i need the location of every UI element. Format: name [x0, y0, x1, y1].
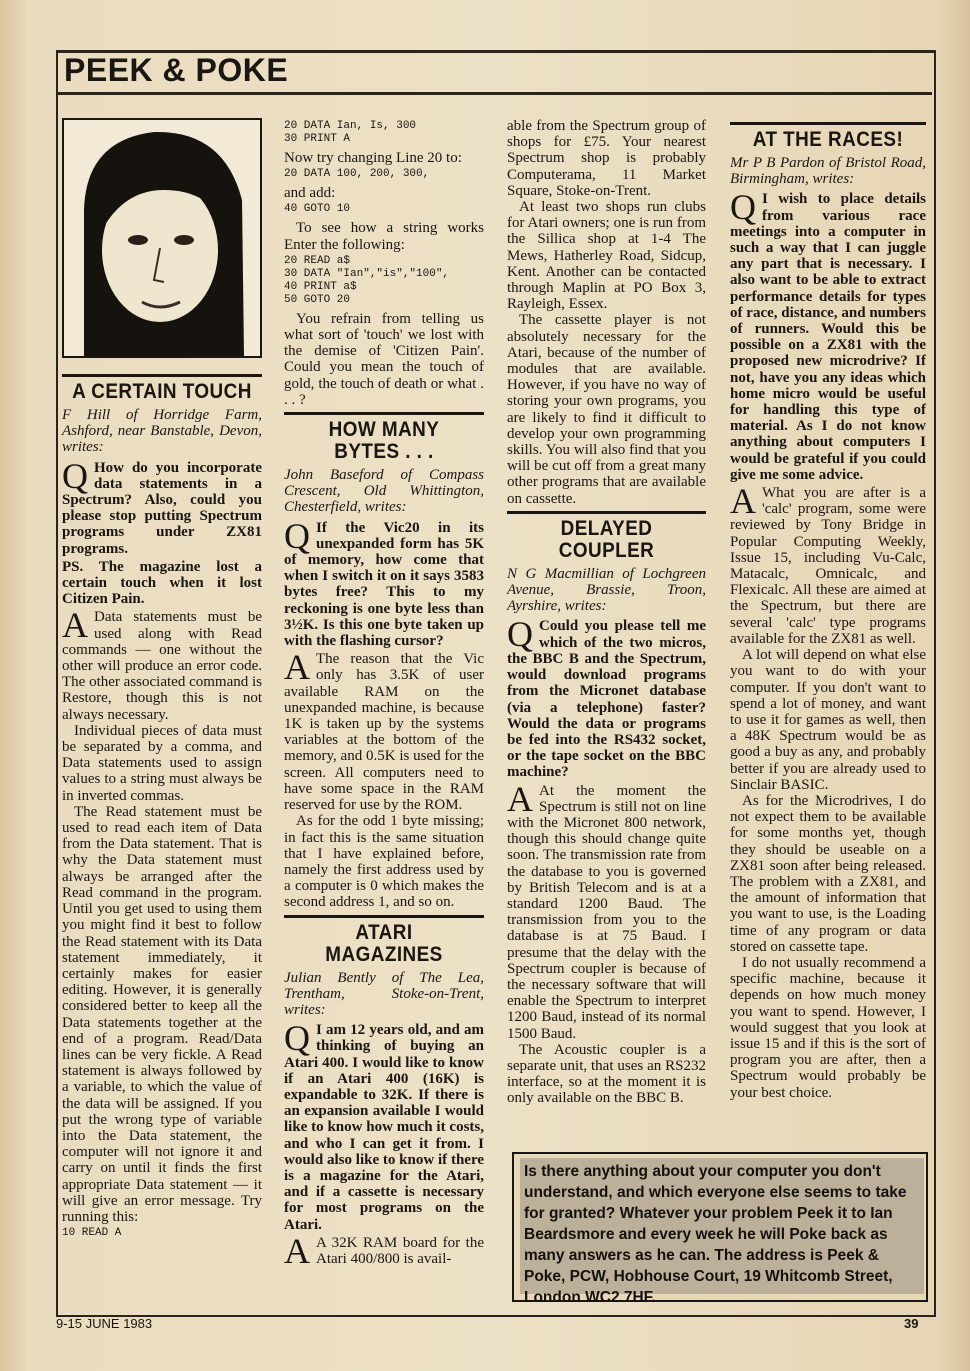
a-initial: A — [284, 1230, 310, 1271]
paragraph: To see how a string works Enter the following: — [284, 220, 484, 253]
q-initial: Q — [284, 515, 310, 556]
heading-at-the-races: AT THE RACES! — [752, 128, 904, 151]
answer-text: At the moment the Spectrum is still not on line with the Micronet 800 network, though this should change quite soon. The transmission rate from the database to you is governed by British Telecom and is at a standard 1200 Baud. The transmission from you to the database is at 75 Baud. I presume that the delay with the Spectrum coupler is because of the necessary software that will enable the Spectrum to interpret 1200 Baud, instead of its normal 1500 Baud. — [507, 782, 706, 1042]
code-line: 40 PRINT a$ — [284, 280, 357, 293]
answer-text: What you are after is a 'calc' program, some were reviewed by Tony Bridge in Popular Computing Weekly, Issue 15, including Vu-Calc, Matacalc, Omnicalc, and Flexicalc. All these are aimed at the Spectrum, but there are several 'calc' type programs available for the ZX81 as well. — [730, 485, 926, 647]
code-line: 20 DATA Ian, Is, 300 — [284, 120, 417, 132]
byline: N G Macmillian of Lochgreen Avenue, Brassie, Troon, Ayrshire, writes: — [507, 565, 706, 615]
page-number: 39 — [904, 1316, 919, 1331]
paragraph: Individual pieces of data must be separated by a comma, and Data statements used to assign values to a string must always be in inverted commas. — [62, 722, 262, 804]
question — [730, 187, 926, 483]
a-initial: A — [507, 778, 533, 819]
q-initial: Q — [284, 1018, 310, 1059]
question — [284, 1018, 484, 1233]
code-block — [284, 120, 484, 146]
paragraph: The cassette player is not absolutely necessary for the Atari, because of the number of modules that are available. However, if you have no way of storing your own programs, you are likely to find it difficult to develop your own programming skills. You will also find that you will be cut off from a great many other programs that are available on cassette. — [507, 312, 706, 507]
masthead — [58, 52, 932, 95]
q-initial: Q — [62, 455, 88, 496]
paragraph: The Acoustic coupler is a separate unit, that uses an RS232 interface, so at the moment it is only available on the BBC B. — [507, 1041, 706, 1107]
heading-certain-touch: A CERTAIN TOUCH — [72, 380, 252, 403]
rule — [284, 915, 484, 918]
postscript: PS. The magazine lost a certain touch when it lost Citizen Pain. — [62, 558, 262, 608]
question — [62, 455, 262, 557]
rule — [507, 511, 706, 514]
heading-atari-magazines: ATARI MAGAZINES — [325, 920, 443, 966]
heading-how-many-bytes: HOW MANY BYTES . . . — [328, 418, 440, 464]
answer — [284, 1230, 484, 1271]
rule — [284, 412, 484, 415]
rule — [62, 374, 262, 377]
paragraph: The Read statement must be used to read each item of Data from the Data statement. That is why the Data statement must always be arranged after the Read command in the program. Until you get used to using them you might find it best to follow the Read statement with its Data statement immediately, it certainly makes for easier editing. However, it is generally considered better to keep all the Data statements together at the end of a program. Read/Data lines can be very fickle. A Read statement is always followed by a variable, to which the value of the data will be assigned. If you put the wrong type of variable into the Data statement, the computer will not ignore it and carry on until it finds the first appropriate Data statement — it will give an error message. Try running this: — [62, 803, 262, 1225]
reader-info-box — [512, 1152, 928, 1306]
answer-text: The reason that the Vic only has 3.5K of user available RAM on the unexpanded machine, is because 1K is taken up by the systems variables at the bottom of the memory, and 0.5K is used for the screen. All computers need to have some space in the RAM reserved for use by the ROM. — [284, 651, 484, 814]
byline: Mr P B Pardon of Bristol Road, Birmingham, writes: — [730, 155, 926, 188]
paragraph: Now try changing Line 20 to: — [284, 150, 462, 166]
byline: Julian Bently of The Lea, Trentham, Stoke-on-Trent, writes: — [284, 969, 484, 1018]
author-photo — [62, 118, 262, 358]
rule — [730, 122, 926, 125]
a-initial: A — [284, 647, 310, 688]
byline: F Hill of Horridge Farm, Ashford, near Banstable, Devon, writes: — [62, 407, 262, 456]
question-text: I wish to place details from various race meetings into a computer in such a way that I can juggle any part that is necessary. I also want to be able to extract performance details for types of race, distance, and numbers of runners. Would this be possible on a ZX81 with the proposed new microdrive? If not, have you any ideas which home micro would be useful for handling this type of material. As I do not know anything about computers I would be grateful if you could give me some advice. — [730, 191, 926, 483]
answer-text: A 32K RAM board for the Atari 400/800 is avail- — [316, 1234, 484, 1267]
answer — [730, 481, 926, 647]
code-line: 30 DATA "Ian","is","100", — [284, 267, 450, 280]
answer-text: Data statements must be used along with Read commands — one without the other will produce an error code. The other associated command is Restore, though this is not always necessary. — [62, 609, 262, 723]
paragraph: and add: — [284, 185, 336, 202]
answer — [62, 605, 262, 723]
column-3 — [507, 118, 706, 1107]
code-line: 40 GOTO 10 — [284, 203, 351, 216]
heading-delayed-coupler: DELAYED COUPLER — [558, 516, 655, 562]
q-initial: Q — [507, 614, 533, 655]
issue-date: 9-15 JUNE 1983 — [56, 1316, 153, 1331]
paragraph: You refrain from telling us what sort of 'touch' we lost with the demise of 'Citizen Pain'. Could you mean the touch of gold, the touch of death or what . . . ? — [284, 310, 484, 408]
paragraph: able from the Spectrum group of shops for £75. Your nearest Spectrum shop is probably Computerama, 11 Market Square, Stoke-on-Trent. — [507, 118, 706, 199]
a-initial: A — [62, 605, 88, 646]
byline: John Baseford of Compass Crescent, Old Whittington, Chesterfield, writes: — [284, 467, 484, 516]
code-line: 50 GOTO 20 — [284, 293, 351, 306]
reader-info-text: Is there anything about your computer you don't understand, and which everyone else seems to take for granted? Whatever your problem Peek it to Ian Beardsmore and every week he will Poke back as many answers as he can. The address is Peek & Poke, PCW, Hobhouse Court, 19 Whitcomb Street, London WC2 7HF. — [520, 1158, 924, 1294]
code-block — [284, 255, 484, 307]
question-text: If the Vic20 in its unexpanded form has 5K of memory, how come that when I switch it on it says 3583 bytes free? This to my reckoning is one byte less than 3½K. Is this one byte taken up with the flashing cursor? — [284, 519, 484, 650]
column-1 — [62, 370, 262, 1244]
portrait-image — [64, 120, 260, 356]
code-line: 30 PRINT A — [284, 133, 351, 145]
question — [507, 614, 706, 781]
question-text: Could you please tell me which of the two micros, the BBC B and the Spectrum, would download programs from the Micronet database (via a telephone) faster? Would the data or programs be fed into the RS432 socket, or the tape socket on the BBC machine? — [507, 618, 706, 781]
code-line: 20 READ a$ — [284, 254, 351, 267]
question — [284, 515, 484, 650]
code-line: 20 DATA 100, 200, 300, — [284, 168, 430, 181]
question-text: I am 12 years old, and am thinking of buying an Atari 400. I would like to know if an Atari 400 (16K) is expandable to 32K. If there is an expansion available I would like to know how much it costs, and who I can get it from. I would also like to know if there is a magazine for the Atari, and if a cassette is necessary for most programs on the Atari. — [284, 1022, 484, 1233]
q-initial: Q — [730, 187, 756, 228]
column-2 — [284, 118, 484, 1271]
column-4 — [730, 118, 926, 1101]
question-text: How do you incorporate data statements in a Spectrum? Also, could you please stop putting Spectrum programs under ZX81 programs. — [62, 459, 262, 557]
answer — [284, 647, 484, 814]
paragraph: A lot will depend on what else you want to do with your computer. If you don't want to spend a lot of money, and want to use it for games as well, then a 48K Spectrum would be as good a buy as any, and probably better if you are already used to Sinclair BASIC. — [730, 647, 926, 793]
a-initial: A — [730, 481, 756, 522]
section-title: PEEK & POKE — [64, 52, 289, 88]
paragraph: As for the Microdrives, I do not expect them to be available for some months yet, though they should be useable on a ZX81 soon after being released. The problem with a ZX81, and the amount of information that you want to use, is the Loading time of any program or data stored on cassette tape. — [730, 792, 926, 955]
answer — [507, 778, 706, 1042]
code-line: 10 READ A — [62, 1227, 122, 1240]
paragraph: As for the odd 1 byte missing; in fact this is the same situation that I have explained before, namely the first address used by a computer is 0 which makes the second address 1, and so on. — [284, 813, 484, 911]
paragraph: At least two shops run clubs for Atari owners; one is run from the Sillica shop at 1-4 The Mews, Hatherley Road, Sidcup, Kent. Another can be contacted through Maplin at PO Box 3, Rayleigh, Essex. — [507, 199, 706, 313]
paragraph: I do not usually recommend a specific machine, because it depends on how much money you want to spend. However, I would suggest that you look at issue 15 and if this is the sort of program you are after, then a Spectrum would probably be your best choice. — [730, 954, 926, 1101]
